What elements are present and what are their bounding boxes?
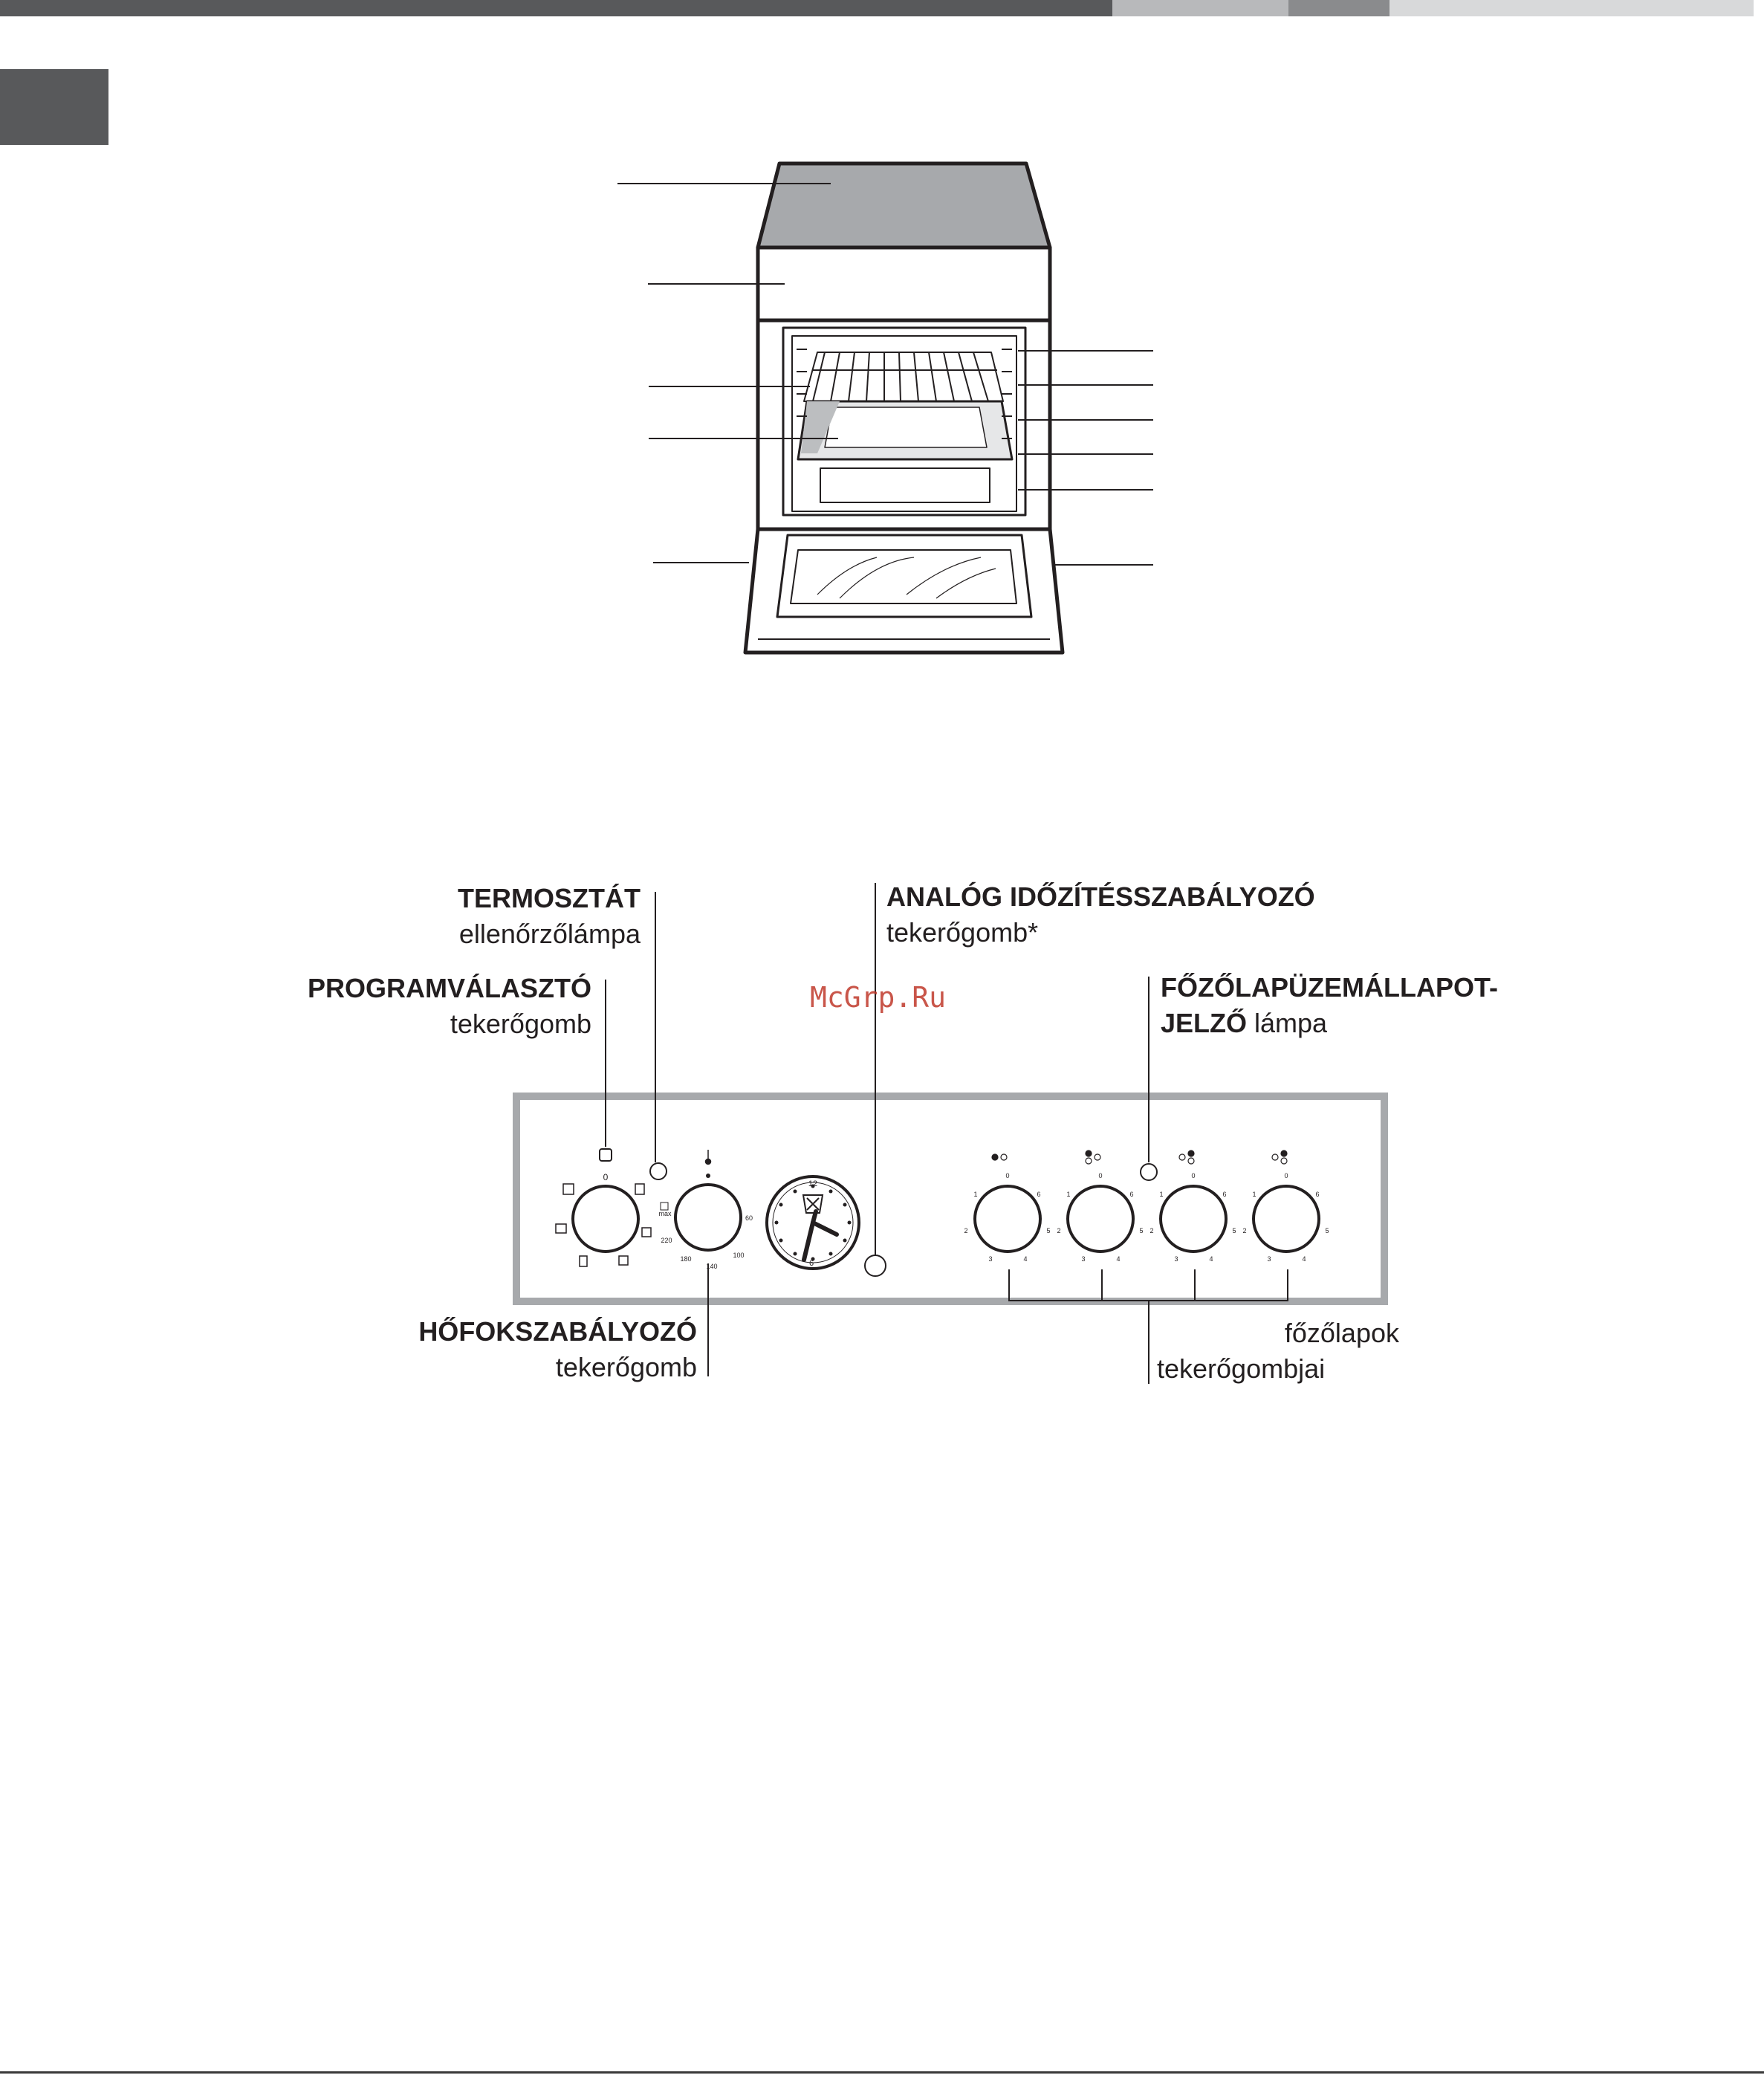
idozito-sub: tekerőgomb* bbox=[886, 917, 1039, 948]
hob4-0: 0 bbox=[1284, 1172, 1288, 1179]
hob1-0: 0 bbox=[1005, 1172, 1010, 1179]
therm-scale-60: 60 bbox=[745, 1214, 753, 1222]
hob-knob-4 bbox=[1242, 1150, 1329, 1263]
watermark: McGrp.Ru bbox=[810, 981, 947, 1014]
idozito-callout bbox=[886, 879, 1315, 951]
fozolap-jelzo-title2: JELZŐ bbox=[1161, 1008, 1248, 1038]
fozolap-jelzo-title: FŐZŐLAPÜZEMÁLLAPOT- bbox=[1161, 972, 1498, 1003]
fozolapok-callout-2 bbox=[1157, 1351, 1325, 1387]
timer-button bbox=[865, 1255, 886, 1276]
hob3-3: 3 bbox=[1174, 1255, 1178, 1263]
thermostat-knob bbox=[658, 1150, 753, 1270]
hob2-4: 4 bbox=[1116, 1255, 1121, 1263]
hob-knob-1 bbox=[964, 1154, 1050, 1263]
hob2-2: 2 bbox=[1057, 1227, 1061, 1234]
hofok-callout bbox=[418, 1314, 697, 1385]
therm-scale-180: 180 bbox=[680, 1255, 692, 1263]
timer-12: 12 bbox=[808, 1179, 818, 1188]
timer-bell-icon bbox=[803, 1195, 823, 1213]
hob2-0: 0 bbox=[1098, 1172, 1103, 1179]
hob3-6: 6 bbox=[1222, 1191, 1227, 1198]
termosztat-title: TERMOSZTÁT bbox=[458, 883, 641, 913]
hob2-1: 1 bbox=[1066, 1191, 1071, 1198]
hob3-2: 2 bbox=[1149, 1227, 1154, 1234]
therm-scale-max: max bbox=[658, 1210, 672, 1217]
hob3-5: 5 bbox=[1232, 1227, 1236, 1234]
hob1-2: 2 bbox=[964, 1227, 968, 1234]
thermometer-icon bbox=[706, 1150, 711, 1165]
hob1-6: 6 bbox=[1037, 1191, 1041, 1198]
thermostat-lamp bbox=[650, 1163, 667, 1179]
hob-knob-3 bbox=[1149, 1150, 1236, 1263]
therm-scale-140: 140 bbox=[706, 1263, 718, 1270]
hob-zone-icon-4 bbox=[1272, 1150, 1287, 1164]
programvalaszto-callout bbox=[308, 971, 591, 1042]
hob2-6: 6 bbox=[1129, 1191, 1134, 1198]
panel-frame bbox=[516, 1096, 1384, 1301]
program-knob-top: 0 bbox=[603, 1172, 609, 1182]
fozolapok-line2: tekerőgombjai bbox=[1157, 1353, 1326, 1384]
hob-zone-icon-1 bbox=[992, 1154, 1007, 1160]
timer-6: 6 bbox=[808, 1259, 814, 1268]
hob-zone-icon-2 bbox=[1086, 1150, 1100, 1164]
fozolap-jelzo-callout bbox=[1161, 970, 1498, 1041]
hob1-1: 1 bbox=[973, 1191, 978, 1198]
program-selector-knob bbox=[556, 1149, 651, 1266]
hob4-4: 4 bbox=[1302, 1255, 1306, 1263]
hofok-sub: tekerőgomb bbox=[555, 1352, 697, 1382]
hob3-4: 4 bbox=[1209, 1255, 1213, 1263]
hob1-5: 5 bbox=[1046, 1227, 1051, 1234]
program-off-icon bbox=[600, 1149, 612, 1161]
hob2-5: 5 bbox=[1139, 1227, 1144, 1234]
programvalaszto-sub: tekerőgomb bbox=[450, 1009, 591, 1039]
hob4-3: 3 bbox=[1267, 1255, 1271, 1263]
hob-status-lamp bbox=[1141, 1164, 1157, 1180]
hob-zone-icon-3 bbox=[1179, 1150, 1194, 1164]
hob4-6: 6 bbox=[1315, 1191, 1320, 1198]
fozolapok-callout bbox=[1285, 1315, 1399, 1351]
hob4-2: 2 bbox=[1242, 1227, 1247, 1234]
hob4-1: 1 bbox=[1252, 1191, 1256, 1198]
termosztat-sub: ellenőrzőlámpa bbox=[458, 919, 641, 949]
bottom-rule bbox=[0, 2071, 1764, 2074]
hob3-1: 1 bbox=[1159, 1191, 1164, 1198]
therm-scale-220: 220 bbox=[661, 1237, 672, 1244]
hob1-4: 4 bbox=[1023, 1255, 1028, 1263]
hob4-5: 5 bbox=[1325, 1227, 1329, 1234]
analog-timer bbox=[767, 1176, 859, 1269]
programvalaszto-title: PROGRAMVÁLASZTÓ bbox=[308, 973, 591, 1003]
termosztat-callout bbox=[458, 881, 641, 952]
hob3-0: 0 bbox=[1191, 1172, 1196, 1179]
fozolapok-line1: főzőlapok bbox=[1284, 1318, 1399, 1348]
fozolap-jelzo-sub: lámpa bbox=[1254, 1008, 1328, 1038]
hob1-3: 3 bbox=[988, 1255, 993, 1263]
therm-scale-100: 100 bbox=[733, 1252, 745, 1259]
panel-leader-lines bbox=[606, 883, 1288, 1384]
hob-knob-2 bbox=[1057, 1150, 1143, 1263]
hofok-title: HŐFOKSZABÁLYOZÓ bbox=[418, 1316, 697, 1347]
hob2-3: 3 bbox=[1081, 1255, 1086, 1263]
idozito-title: ANALÓG IDŐZÍTÉSSZABÁLYOZÓ bbox=[886, 881, 1315, 912]
